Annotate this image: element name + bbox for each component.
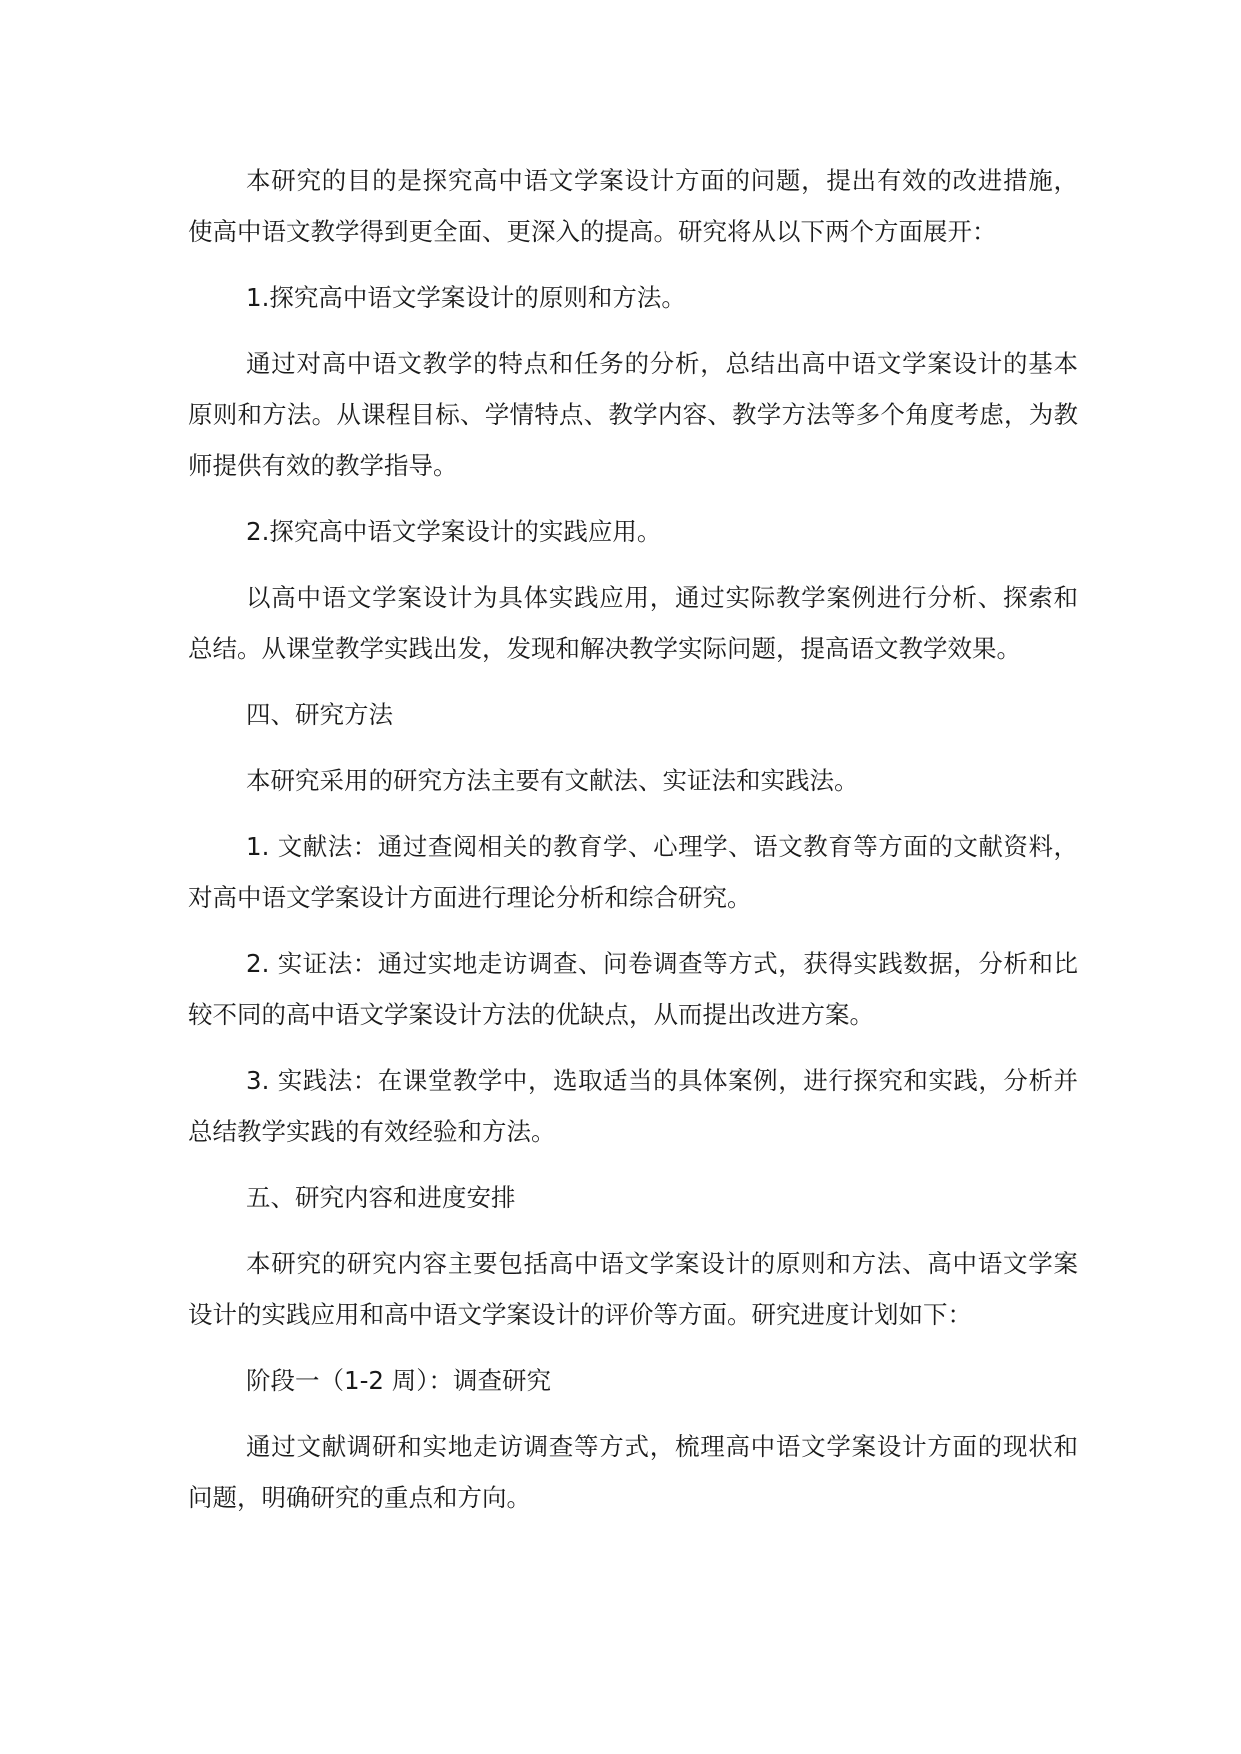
paragraph-item-2-heading: 2.探究高中语文学案设计的实践应用。 [246, 517, 662, 546]
paragraph-methods-intro: 本研究采用的研究方法主要有文献法、实证法和实践法。 [246, 766, 859, 795]
paragraph-stage-1-heading: 阶段一（1-2 周）：调查研究 [246, 1366, 552, 1395]
paragraph-item-2-body: 以高中语文学案设计为具体实践应用，通过实际教学案例进行分析、探索和总结。从课堂教学实践出发，发现和解决教学实际问题，提高语文教学效果。 [188, 583, 1078, 663]
paragraph-item-1-body: 通过对高中语文教学的特点和任务的分析，总结出高中语文学案设计的基本原则和方法。从课程目标、学情特点、教学内容、教学方法等多个角度考虑，为教师提供有效的教学指导。 [188, 349, 1078, 480]
paragraph-method-practice: 3. 实践法：在课堂教学中，选取适当的具体案例，进行探究和实践，分析并总结教学实践的有效经验和方法。 [188, 1066, 1078, 1146]
paragraph-item-1-heading: 1.探究高中语文学案设计的原则和方法。 [246, 283, 686, 312]
section-heading-research-methods: 四、研究方法 [246, 700, 393, 729]
paragraph-method-empirical: 2. 实证法：通过实地走访调查、问卷调查等方式，获得实践数据，分析和比较不同的高中语文学案设计方法的优缺点，从而提出改进方案。 [188, 949, 1078, 1029]
section-heading-content-schedule: 五、研究内容和进度安排 [246, 1183, 516, 1212]
paragraph-stage-1-body: 通过文献调研和实地走访调查等方式，梳理高中语文学案设计方面的现状和问题，明确研究的重点和方向。 [188, 1432, 1078, 1512]
document-body [188, 155, 1078, 1538]
paragraph-content-intro: 本研究的研究内容主要包括高中语文学案设计的原则和方法、高中语文学案设计的实践应用和高中语文学案设计的评价等方面。研究进度计划如下： [188, 1249, 1078, 1329]
paragraph-research-purpose: 本研究的目的是探究高中语文学案设计方面的问题，提出有效的改进措施，使高中语文教学得到更全面、更深入的提高。研究将从以下两个方面展开： [188, 166, 1078, 246]
paragraph-method-literature: 1. 文献法：通过查阅相关的教育学、心理学、语文教育等方面的文献资料，对高中语文学案设计方面进行理论分析和综合研究。 [188, 832, 1078, 912]
